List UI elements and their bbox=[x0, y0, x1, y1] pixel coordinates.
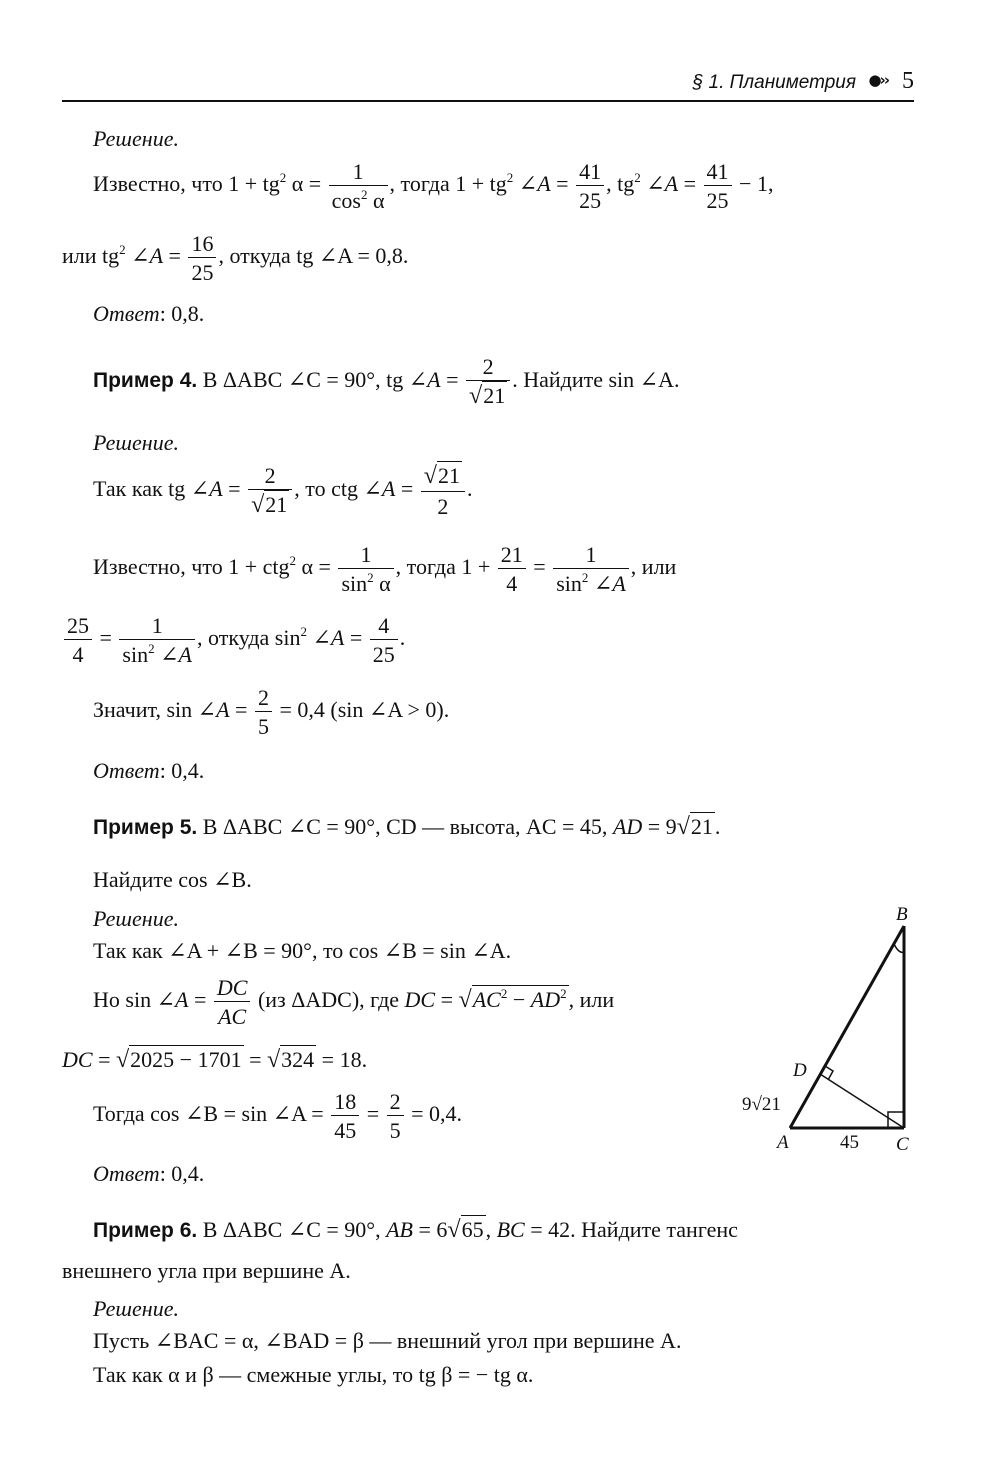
example5-step1: Так как ∠A + ∠B = 90°, то cos ∠B = sin ∠A. bbox=[93, 938, 512, 963]
altitude-cd bbox=[820, 1074, 904, 1128]
example6-step1: Пусть ∠BAC = α, ∠BAD = β — внешний угол при вершине A. bbox=[93, 1328, 682, 1353]
example5-statement: Пример 5. В ΔABC ∠C = 90°, CD — высота, AC = 45, AD = 9√21. bbox=[93, 814, 721, 840]
example4-step2: Известно, что 1 + ctg$^2$ α = $\frac{1}{\sin^2 \alpha}$ , тогда 1 + $\frac{21}{4}$ = $\frac{1}{\sin^2 \angle A}$ , или bbox=[93, 542, 677, 597]
vertex-b-label: B bbox=[896, 904, 908, 925]
triangle-figure bbox=[730, 900, 930, 1160]
example4-step4: Значит, sin ∠A = $\frac{2}{5}$ = 0,4 (sin ∠A > 0). bbox=[93, 685, 450, 740]
example4-statement: Пример 4. В ΔABC ∠C = 90°, tg ∠A = $\frac{2}{√21}$ . Найдите sin ∠A. bbox=[93, 354, 680, 410]
example6-statement: Пример 6. В ΔABC ∠C = 90°, AB = 6√65, BC = 42. Найдите тангенс bbox=[93, 1217, 738, 1243]
block3-result-line: или $tg^2$ ∠A = $\frac{16}{25}$ , откуда tg ∠A = 0,8. bbox=[62, 231, 409, 286]
example4-step3: $\frac{25}{4}$ = $\frac{1}{\sin^2 \angle A}$ , откуда $\sin^2$ ∠A = $\frac{4}{25}$ . bbox=[62, 614, 405, 666]
example5-step4: Тогда cos ∠B = sin ∠A = $\frac{18}{45}$ = $\frac{2}{5}$ = 0,4. bbox=[93, 1089, 463, 1144]
example6-statement-cont: внешнего угла при вершине A. bbox=[62, 1258, 351, 1283]
triangle-drawing bbox=[730, 900, 930, 1160]
side-ab bbox=[790, 926, 904, 1128]
example5-task: Найдите cos ∠B. bbox=[93, 867, 252, 892]
answer-3: Ответ: 0,8. bbox=[93, 301, 205, 326]
block3-identity-line: Известно, что $1 + tg^2$ α = $\frac{1}{\cos^2 \alpha}$ , тогда $1 + tg^2$ ∠A = $\frac{41}{25}$ , $tg^2$ ∠A = $\frac{41}{25}$ − 1, bbox=[93, 159, 774, 214]
answer-4: Ответ: 0,4. bbox=[93, 758, 205, 783]
answer-5: Ответ: 0,4. bbox=[93, 1161, 205, 1186]
solution-label-4: Решение. bbox=[93, 430, 179, 455]
section-title: § 1. Планиметрия bbox=[692, 72, 856, 93]
example6-step2: Так как α и β — смежные углы, то tg β = − tg α. bbox=[93, 1362, 534, 1387]
vertex-a-label: A bbox=[777, 1132, 789, 1153]
example4-step1: Так как tg ∠A = $\frac{2}{√21}$ , то ctg ∠A = $\frac{√21}{2}$ . bbox=[93, 463, 473, 520]
vertex-d-label: D bbox=[793, 1060, 807, 1081]
example5-step2: Но sin ∠A = $\frac{DC}{AC}$ (из ΔADC), где DC = $√AC^2 - AD^2$, или bbox=[93, 975, 615, 1030]
vertex-c-label: C bbox=[896, 1134, 909, 1155]
solution-label-3: Решение. bbox=[93, 126, 179, 151]
solution-label-6: Решение. bbox=[93, 1296, 179, 1321]
side-ac-length: 45 bbox=[840, 1132, 859, 1153]
solution-label-5: Решение. bbox=[93, 906, 179, 931]
side-ad-length: 9√21 bbox=[742, 1094, 781, 1115]
page-header bbox=[62, 70, 914, 102]
page-number: 5 bbox=[902, 68, 914, 94]
example5-step3: DC = √2025 − 1701 = √324 = 18. bbox=[62, 1047, 368, 1073]
header-ornament-icon: ●›› bbox=[868, 71, 888, 89]
